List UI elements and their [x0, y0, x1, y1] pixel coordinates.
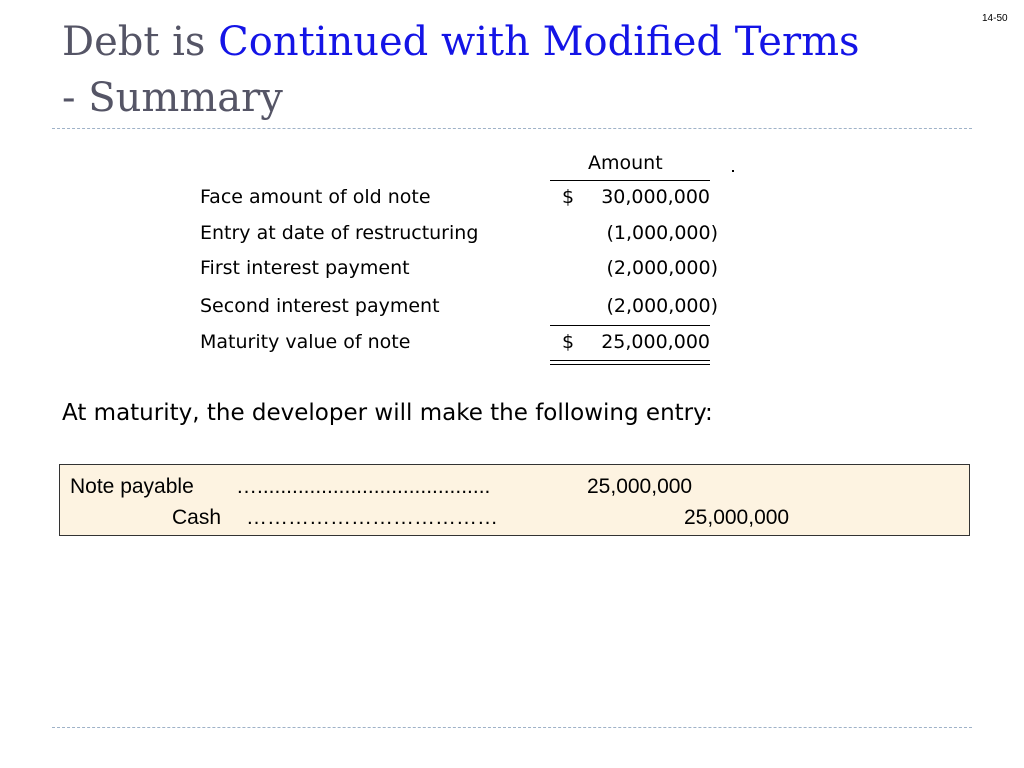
- maturity-statement: At maturity, the developer will make the following entry:: [62, 400, 713, 426]
- table-row: [200, 331, 720, 359]
- table-row: [200, 222, 720, 250]
- table-row: [200, 295, 720, 323]
- slide-title: [62, 14, 962, 126]
- journal-entry-box: [59, 464, 970, 536]
- title-prefix: Debt is: [62, 19, 219, 65]
- row-label: First interest payment: [200, 257, 410, 279]
- row-value: 25,000,000: [601, 331, 710, 353]
- debit-leader-dots: …........................................: [236, 475, 491, 498]
- stray-dot: [732, 170, 734, 172]
- top-divider: [52, 128, 972, 129]
- row-label: Face amount of old note: [200, 186, 431, 208]
- title-suffix: - Summary: [62, 75, 283, 121]
- row-value: (1,000,000): [606, 222, 718, 244]
- summary-table: [200, 150, 740, 370]
- row-value: (2,000,000): [606, 257, 718, 279]
- total-double-underline-bottom: [550, 364, 710, 365]
- row-label: Entry at date of restructuring: [200, 222, 479, 244]
- total-double-underline-top: [550, 360, 710, 361]
- table-row: [200, 257, 720, 285]
- debit-account: Note payable: [70, 475, 194, 498]
- row-label: Second interest payment: [200, 295, 440, 317]
- row-label: Maturity value of note: [200, 331, 411, 353]
- credit-account: Cash: [172, 506, 222, 529]
- title-accent: Continued with Modified Terms: [218, 19, 860, 65]
- debit-amount: 25,000,000: [587, 475, 693, 498]
- subtotal-underline: [550, 325, 710, 326]
- row-value: 30,000,000: [601, 186, 710, 208]
- table-row: [200, 186, 720, 214]
- dollar-sign: $: [562, 186, 575, 208]
- dollar-sign: $: [562, 331, 575, 353]
- credit-leader-dots: ………………………………: [246, 506, 498, 529]
- bottom-divider: [52, 727, 972, 728]
- column-header-underline: [550, 180, 710, 181]
- row-value: (2,000,000): [606, 295, 718, 317]
- slide-number: 14-50: [982, 13, 1008, 24]
- column-header-amount: Amount: [588, 152, 663, 174]
- credit-amount: 25,000,000: [684, 506, 790, 529]
